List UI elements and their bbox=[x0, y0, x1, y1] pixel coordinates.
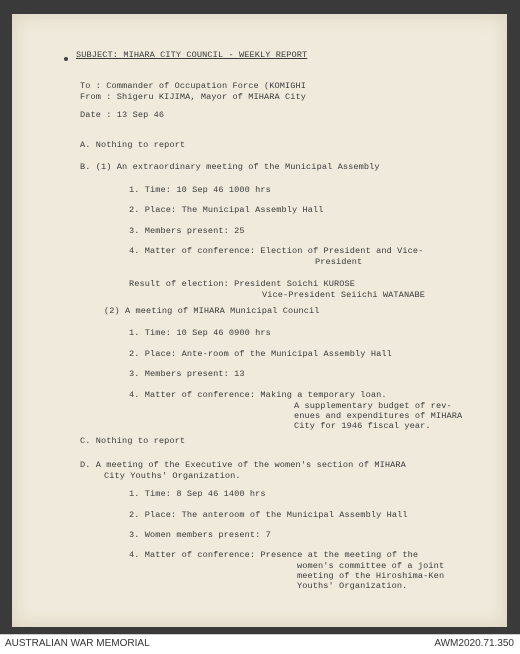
b2-item-4-cont1: A supplementary budget of rev- bbox=[294, 401, 452, 411]
section-b2: (2) A meeting of MIHARA Municipal Council bbox=[104, 306, 320, 316]
section-d-cont: City Youths' Organization. bbox=[104, 471, 241, 481]
footer-institution: AUSTRALIAN WAR MEMORIAL bbox=[5, 638, 150, 649]
d-item-4-cont3: Youths' Organization. bbox=[297, 581, 408, 591]
to-line: To : Commander of Occupation Force (KOMIGHI bbox=[80, 81, 307, 91]
b2-item-4-cont3: City for 1946 fiscal year. bbox=[294, 421, 431, 431]
section-a: A. Nothing to report bbox=[80, 140, 186, 150]
election-result-vice: Vice-President Seiichi WATANABE bbox=[262, 290, 425, 300]
b2-item-1: 1. Time: 10 Sep 46 0900 hrs bbox=[129, 328, 271, 338]
punch-hole bbox=[64, 57, 68, 61]
subject-line: SUBJECT: MIHARA CITY COUNCIL - WEEKLY REPORT bbox=[76, 50, 308, 60]
b1-item-4-cont: President bbox=[315, 257, 363, 267]
d-item-2: 2. Place: The anteroom of the Municipal Assembly Hall bbox=[129, 510, 408, 520]
section-b1: B. (1) An extraordinary meeting of the Municipal Assembly bbox=[80, 162, 380, 172]
b1-item-1: 1. Time: 10 Sep 46 1000 hrs bbox=[129, 185, 271, 195]
archive-footer bbox=[0, 634, 520, 654]
date-line: Date : 13 Sep 46 bbox=[80, 110, 165, 120]
b2-item-2: 2. Place: Ante-room of the Municipal Assembly Hall bbox=[129, 349, 392, 359]
d-item-3: 3. Women members present: 7 bbox=[129, 530, 271, 540]
b1-item-2: 2. Place: The Municipal Assembly Hall bbox=[129, 205, 324, 215]
d-item-4-cont2: meeting of the Hiroshima-Ken bbox=[297, 571, 445, 581]
b2-item-4: 4. Matter of conference: Making a temporary loan. bbox=[129, 390, 387, 400]
b2-item-4-cont2: enues and expenditures of MIHARA bbox=[294, 411, 463, 421]
section-d: D. A meeting of the Executive of the women's section of MIHARA bbox=[80, 460, 406, 470]
b1-item-4: 4. Matter of conference: Election of President and Vice- bbox=[129, 246, 424, 256]
d-item-1: 1. Time: 8 Sep 46 1400 hrs bbox=[129, 489, 266, 499]
section-c: C. Nothing to report bbox=[80, 436, 186, 446]
d-item-4-cont1: women's committee of a joint bbox=[297, 561, 445, 571]
d-item-4: 4. Matter of conference: Presence at the meeting of the bbox=[129, 550, 419, 560]
b1-item-3: 3. Members present: 25 bbox=[129, 226, 245, 236]
document-page bbox=[12, 14, 507, 627]
from-line: From : Shigeru KIJIMA, Mayor of MIHARA City bbox=[80, 92, 307, 102]
footer-accession-number: AWM2020.71.350 bbox=[434, 638, 514, 649]
election-result: Result of election: President Soichi KUROSE bbox=[129, 279, 356, 289]
b2-item-3: 3. Members present: 13 bbox=[129, 369, 245, 379]
